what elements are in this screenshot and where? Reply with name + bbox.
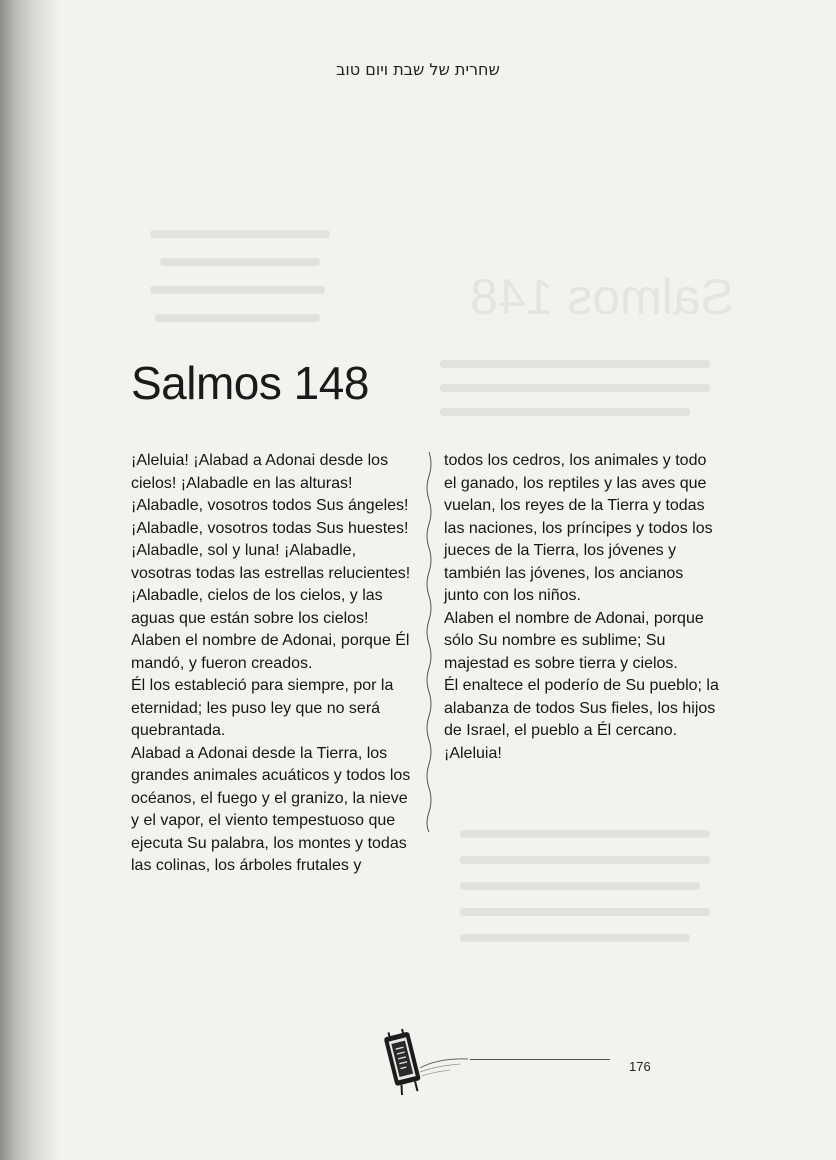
verse-paragraph: Él enaltece el poderío de Su pueblo; la alabanza de todos Sus fieles, los hijos de Israel, el pueblo a Él cercano. ¡Aleluia!	[444, 677, 719, 762]
torah-scroll-icon	[380, 1028, 470, 1098]
right-column	[444, 450, 720, 765]
verse-paragraph: Alaben el nombre de Adonai, porque sólo Su nombre es sublime; Su majestad es sobre tierra y cielos.	[444, 609, 704, 672]
left-column	[131, 450, 413, 878]
verse-paragraph: Alabad a Adonai desde la Tierra, los grandes animales acuáticos y todos los océanos, el fuego y el granizo, la nieve y el vapor, el viento tempestuoso que ejecuta Su palabra, los montes y todas las colinas, los árboles frutales y	[131, 744, 411, 874]
page-title: Salmos 148	[131, 357, 369, 409]
verse-paragraph: ¡Alabadle, vosotros todos Sus ángeles! ¡Alabadle, vosotros todas Sus huestes!	[131, 497, 409, 537]
footer-rule	[470, 1059, 610, 1060]
verse-paragraph: ¡Alabadle, cielos de los cielos, y las aguas que están sobre los cielos!	[131, 587, 383, 627]
show-through-heading: Salmos 148	[470, 269, 735, 325]
verse-paragraph: ¡Alabadle, sol y luna! ¡Alabadle, vosotras todas las estrellas relucientes!	[131, 542, 411, 582]
column-divider	[424, 452, 434, 832]
page-number: 176	[629, 1059, 651, 1074]
verse-paragraph: Alaben el nombre de Adonai, porque Él mandó, y fueron creados.	[131, 632, 410, 672]
binding-shadow	[0, 0, 60, 1160]
page-header: שחרית של שבת ויום טוב	[336, 60, 500, 79]
verse-paragraph: ¡Aleluia! ¡Alabad a Adonai desde los cielos! ¡Alabadle en las alturas!	[131, 452, 389, 492]
verse-paragraph: todos los cedros, los animales y todo el ganado, los reptiles y las aves que vuelan, los reyes de la Tierra y todas las naciones, los príncipes y todos los jueces de la Tierra, los jóvenes y también las jóvenes, los ancianos junto con los niños.	[444, 452, 713, 604]
verse-paragraph: Él los estableció para siempre, por la eternidad; les puso ley que no será quebrantada.	[131, 677, 394, 739]
